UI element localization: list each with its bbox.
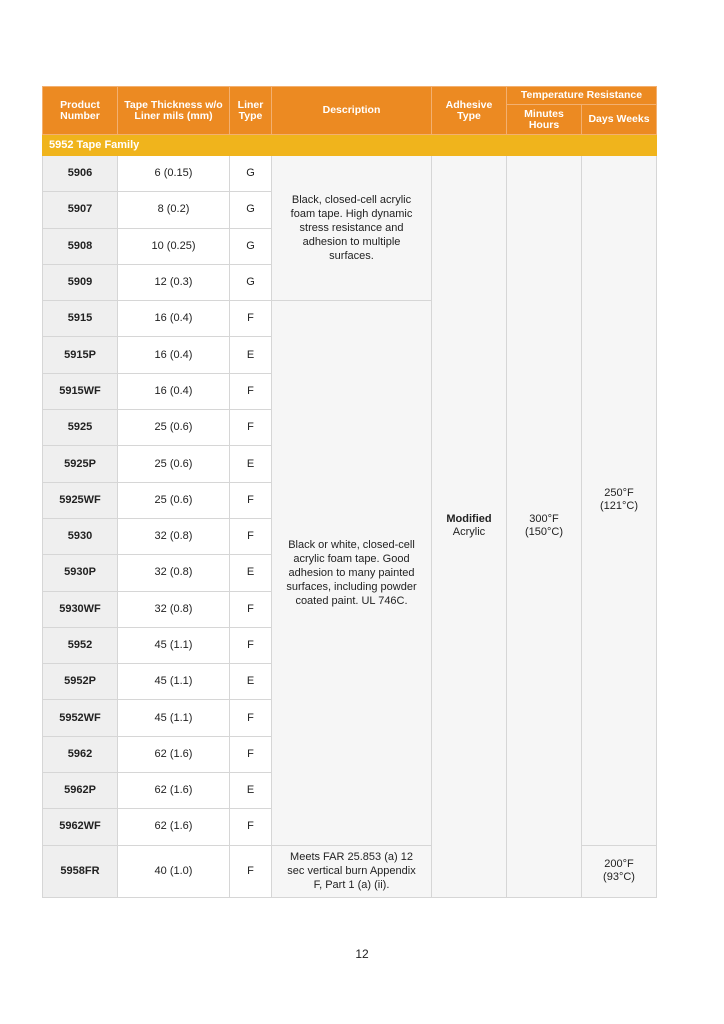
temp-long-fr-c: (93°C) (603, 871, 635, 884)
thickness-cell: 12 (0.3) (118, 264, 230, 300)
description-cell: Black, closed-cell acrylic foam tape. High dynamic stress resistance and adhesion to multiple surfaces. (272, 156, 432, 301)
product-number-cell: 5930 (43, 518, 118, 554)
header-minutes-hours: Minutes Hours (507, 105, 582, 135)
description-cell: Black or white, closed-cell acrylic foam tape. Good adhesion to many painted surfaces, including powder coated paint. UL 746C. (272, 301, 432, 845)
liner-cell: F (230, 410, 272, 446)
tape-family-label: 5952 Tape Family (43, 135, 657, 156)
temp-long-f: 250°F (604, 487, 634, 500)
liner-cell: E (230, 446, 272, 482)
product-number-cell: 5909 (43, 264, 118, 300)
liner-cell: G (230, 156, 272, 192)
product-number-cell: 5925WF (43, 482, 118, 518)
temp-long-term-fr-cell (582, 845, 657, 897)
product-number-cell: 5930P (43, 555, 118, 591)
liner-cell: F (230, 591, 272, 627)
liner-cell: E (230, 773, 272, 809)
liner-cell: F (230, 373, 272, 409)
product-number-cell: 5908 (43, 228, 118, 264)
liner-cell: G (230, 264, 272, 300)
adhesive-type-primary: Modified (446, 513, 492, 526)
description-cell: Meets FAR 25.853 (a) 12 sec vertical burn Appendix F, Part 1 (a) (ii). (272, 845, 432, 897)
temp-short-c: (150°C) (524, 526, 564, 539)
liner-cell: E (230, 664, 272, 700)
header-adhesive-type: Adhesive Type (432, 87, 507, 135)
product-number-cell: 5907 (43, 192, 118, 228)
liner-cell: F (230, 301, 272, 337)
thickness-cell: 32 (0.8) (118, 518, 230, 554)
product-spec-table (42, 86, 657, 898)
liner-cell: F (230, 809, 272, 845)
page-number: 12 (355, 947, 369, 961)
thickness-cell: 10 (0.25) (118, 228, 230, 264)
header-product-number: Product Number (43, 87, 118, 135)
liner-cell: F (230, 627, 272, 663)
product-number-cell: 5915 (43, 301, 118, 337)
thickness-cell: 16 (0.4) (118, 373, 230, 409)
product-number-cell: 5962P (43, 773, 118, 809)
thickness-cell: 25 (0.6) (118, 446, 230, 482)
product-number-cell: 5915WF (43, 373, 118, 409)
thickness-cell: 32 (0.8) (118, 591, 230, 627)
temp-long-fr-f: 200°F (604, 858, 634, 871)
thickness-cell: 8 (0.2) (118, 192, 230, 228)
product-number-cell: 5915P (43, 337, 118, 373)
header-liner-type: Liner Type (230, 87, 272, 135)
temp-short-term-cell (507, 156, 582, 898)
liner-cell: F (230, 845, 272, 897)
thickness-cell: 25 (0.6) (118, 482, 230, 518)
header-description: Description (272, 87, 432, 135)
liner-cell: F (230, 482, 272, 518)
header-days-weeks: Days Weeks (582, 105, 657, 135)
thickness-cell: 40 (1.0) (118, 845, 230, 897)
product-number-cell: 5952P (43, 664, 118, 700)
thickness-cell: 16 (0.4) (118, 301, 230, 337)
product-number-cell: 5952WF (43, 700, 118, 736)
header-temperature-resistance: Temperature Resistance (507, 87, 657, 105)
temp-long-term-cell (582, 156, 657, 846)
product-number-cell: 5962 (43, 736, 118, 772)
thickness-cell: 45 (1.1) (118, 627, 230, 663)
thickness-cell: 62 (1.6) (118, 773, 230, 809)
temp-short-f: 300°F (529, 513, 559, 526)
liner-cell: F (230, 700, 272, 736)
product-number-cell: 5925 (43, 410, 118, 446)
product-number-cell: 5962WF (43, 809, 118, 845)
product-number-cell: 5906 (43, 156, 118, 192)
liner-cell: F (230, 736, 272, 772)
tape-family-row (43, 135, 657, 156)
thickness-cell: 62 (1.6) (118, 736, 230, 772)
thickness-cell: 45 (1.1) (118, 664, 230, 700)
table-row (43, 156, 657, 192)
header-tape-thickness: Tape Thickness w/o Liner mils (mm) (118, 87, 230, 135)
thickness-cell: 25 (0.6) (118, 410, 230, 446)
product-number-cell: 5925P (43, 446, 118, 482)
liner-cell: G (230, 228, 272, 264)
liner-cell: G (230, 192, 272, 228)
liner-cell: E (230, 555, 272, 591)
product-number-cell: 5958FR (43, 845, 118, 897)
thickness-cell: 32 (0.8) (118, 555, 230, 591)
adhesive-type-cell (432, 156, 507, 898)
product-number-cell: 5952 (43, 627, 118, 663)
temp-long-c: (121°C) (599, 500, 639, 513)
thickness-cell: 16 (0.4) (118, 337, 230, 373)
product-number-cell: 5930WF (43, 591, 118, 627)
thickness-cell: 62 (1.6) (118, 809, 230, 845)
thickness-cell: 45 (1.1) (118, 700, 230, 736)
liner-cell: E (230, 337, 272, 373)
thickness-cell: 6 (0.15) (118, 156, 230, 192)
adhesive-type-secondary: Acrylic (452, 526, 486, 539)
liner-cell: F (230, 518, 272, 554)
